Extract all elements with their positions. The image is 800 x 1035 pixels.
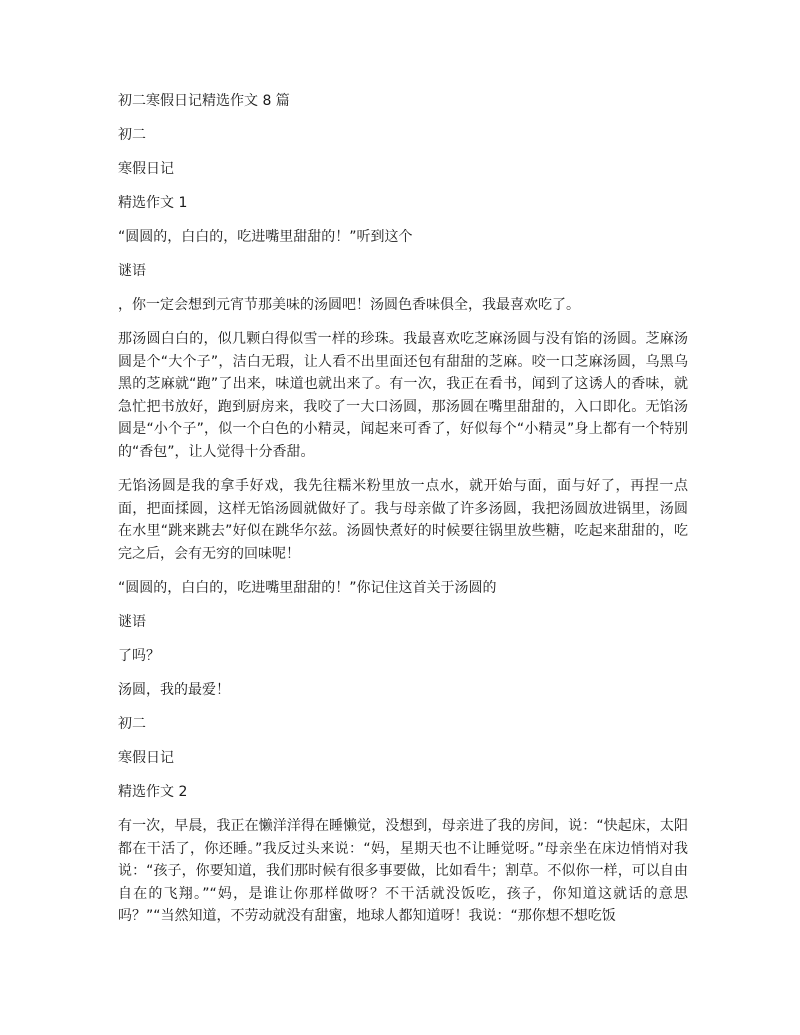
- paragraph: 无馅汤圆是我的拿手好戏，我先往糯米粉里放一点水，就开始与面，面与好了，再捏一点面，把面揉圆，这样无馅汤圆就做好了。我与母亲做了许多汤圆，我把汤圆放进锅里，汤圆在水里“跳来跳去”好似在跳华尔兹。汤圆快煮好的时候要往锅里放些糖，吃起来甜甜的，吃完之后，会有无穷的回味呢！: [118, 478, 688, 562]
- text-line: 寒假日记: [118, 750, 174, 766]
- text-line: 谜语: [118, 263, 146, 279]
- document-title: 初二寒假日记精选作文 8 篇: [118, 93, 290, 109]
- text-line: 汤圆，我的最爱！: [118, 682, 230, 698]
- document-page: [118, 90, 688, 940]
- text-line: 寒假日记: [118, 161, 174, 177]
- text-line: “圆圆的，白白的，吃进嘴里甜甜的！”你记住这首关于汤圆的: [118, 580, 497, 596]
- text-line: 精选作文 1: [118, 195, 188, 211]
- text-line: ，你一定会想到元宵节那美味的汤圆吧！汤圆色香味俱全，我最喜欢吃了。: [118, 297, 580, 313]
- text-line: 精选作文 2: [118, 784, 188, 800]
- text-line: 谜语: [118, 614, 146, 630]
- text-line: 初二: [118, 716, 146, 732]
- text-line: “圆圆的，白白的，吃进嘴里甜甜的！”听到这个: [118, 229, 413, 245]
- paragraph: 有一次，早晨，我正在懒洋洋得在睡懒觉，没想到，母亲进了我的房间，说：“快起床，太阳都在干活了，你还睡。”我反过头来说：“妈，星期天也不让睡觉呀。”母亲坐在床边悄悄对我说：“孩子，你要知道，我们那时候有很多事要做，比如看牛；割草。不似你一样，可以自由自在的飞翔。”“妈，是谁让你那样做呀？不干活就没饭吃，孩子，你知道这就话的意思吗？”“当然知道，不劳动就没有甜蜜，地球人都知道呀！我说：“那你想不想吃饭: [118, 818, 688, 924]
- paragraph: 那汤圆白白的，似几颗白得似雪一样的珍珠。我最喜欢吃芝麻汤圆与没有馅的汤圆。芝麻汤圆是个“大个子”，洁白无瑕，让人看不出里面还包有甜甜的芝麻。咬一口芝麻汤圆，乌黑乌黑的芝麻就“跑”了出来，味道也就出来了。有一次，我正在看书，闻到了这诱人的香味，就急忙把书放好，跑到厨房来，我咬了一大口汤圆，那汤圆在嘴里甜甜的，入口即化。无馅汤圆是“小个子”，似一个白色的小精灵，闻起来可香了，好似每个“小精灵”身上都有一个特别的“香包”，让人觉得十分香甜。: [118, 331, 688, 460]
- text-line: 初二: [118, 127, 146, 143]
- text-line: 了吗？: [118, 648, 160, 664]
